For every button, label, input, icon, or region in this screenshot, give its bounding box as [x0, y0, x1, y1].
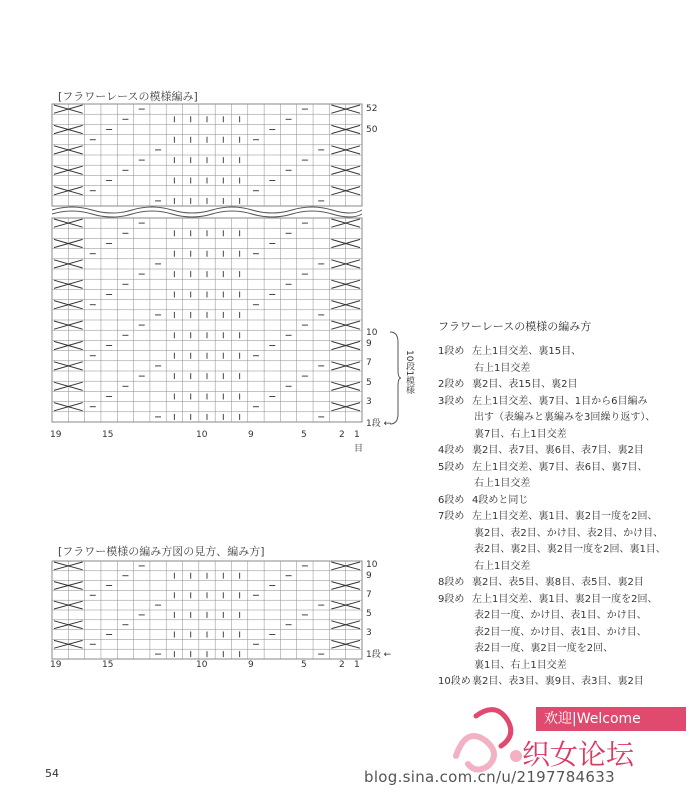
chart1-title: [フラワーレースの模様編み]	[58, 90, 198, 103]
chart1-row-label-1: 1段 ←	[366, 419, 392, 429]
chart1-first-stitch-label: 目	[354, 444, 364, 454]
instruction-line	[438, 493, 688, 510]
instruction-line	[438, 410, 688, 427]
chart1-col-label-19: 19	[50, 430, 62, 440]
chart2-row-label-3: 3	[366, 628, 372, 638]
instruction-line	[438, 460, 688, 477]
chart1-col-label-9: 9	[248, 430, 254, 440]
chart1-col-label-5: 5	[301, 430, 307, 440]
chart2-col-label-15: 15	[102, 660, 114, 670]
instruction-row-label: 9段め	[438, 593, 465, 605]
chart2-col-label-9: 9	[248, 660, 254, 670]
instruction-line	[438, 443, 688, 460]
instruction-line	[438, 542, 688, 559]
instruction-line	[438, 658, 688, 675]
chart1-row-label-9: 9	[366, 339, 372, 349]
chart1-col-label-2: 2	[339, 430, 345, 440]
instruction-text: 左上1目交差、裏1目、裏2目一度を2回、	[472, 511, 658, 522]
instruction-line	[438, 526, 688, 543]
instruction-text: 右上1目交差	[474, 560, 531, 572]
instruction-text: 表2目一度、かけ目、表1目、かけ目、	[474, 610, 647, 621]
instruction-line	[438, 674, 688, 691]
instruction-line	[438, 625, 688, 642]
chart1-row-label-52: 52	[366, 104, 378, 114]
instruction-text: 裏2目、表5目、裏8目、表5目、裏2目	[472, 577, 644, 588]
instruction-row-label: 1段め	[438, 346, 465, 357]
chart2-title: [フラワー模様の編み方図の見方、編み方]	[58, 545, 265, 558]
instruction-text: 裏2目、表15目、裏2目	[472, 379, 578, 390]
page-number: 54	[45, 767, 59, 780]
instruction-text: 右上1目交差	[474, 478, 531, 489]
instruction-text: 出す（表編みと裏編みを3回繰り返す）、	[474, 412, 656, 423]
instruction-line	[438, 344, 688, 361]
chart2-row-label-10: 10	[366, 560, 378, 570]
chart1-row-label-3: 3	[366, 397, 372, 407]
chart2-row-label-1: 1段 ←	[366, 650, 392, 660]
instruction-row-label: 10段め	[438, 676, 471, 687]
instruction-row-label: 4段め	[438, 445, 465, 456]
instruction-line	[438, 509, 688, 526]
watermark-url: blog.sina.com.cn/u/2197784633	[364, 768, 615, 786]
instruction-text: 表2目一度、かけ目、表1目、かけ目、	[474, 626, 647, 638]
chart2-row-label-9: 9	[366, 571, 372, 581]
instruction-text: 左上1目交差、裏7目、1目から6目編み	[472, 395, 648, 407]
instruction-text: 裏2目、表7目、裏6目、表7目、裏2目	[472, 445, 644, 456]
chart1-row-label-10: 10	[366, 328, 378, 338]
chart2-col-label-5: 5	[301, 660, 307, 670]
forum-name: 织女论坛	[522, 738, 635, 771]
chart1-col-label-15: 15	[102, 430, 114, 440]
instruction-text: 左上1目交差、裏1目、裏2目一度を2回、	[472, 593, 658, 605]
instructions-panel	[438, 318, 688, 691]
instruction-text: 4段めと同じ	[472, 494, 529, 506]
instruction-row-label: 8段め	[438, 577, 465, 588]
chart2-col-label-1: 1	[354, 660, 360, 670]
instructions-list	[438, 344, 688, 691]
chart2-col-label-19: 19	[50, 660, 62, 670]
chart2-col-label-10: 10	[196, 660, 208, 670]
chart2-row-label-7: 7	[366, 590, 372, 600]
instruction-text: 裏2目、表2目、かけ目、表2目、かけ目、	[474, 527, 664, 539]
instruction-text: 左上1目交差、裏15目、	[472, 346, 582, 357]
instruction-text: 右上1目交差	[474, 362, 531, 374]
chart1-row-label-5: 5	[366, 378, 372, 388]
instruction-text: 表2目一度、裏2目一度を2回、	[474, 643, 614, 654]
chart2-col-label-2: 2	[339, 660, 345, 670]
repeat-label: 10段1模様	[404, 350, 414, 395]
instruction-line	[438, 641, 688, 658]
instruction-row-label: 3段め	[438, 395, 465, 407]
welcome-badge: 欢迎|Welcome	[536, 707, 686, 731]
instruction-line	[438, 592, 688, 609]
instruction-line	[438, 476, 688, 493]
instruction-row-label: 5段め	[438, 461, 465, 473]
instructions-title: フラワーレースの模様の編み方	[438, 320, 592, 333]
instruction-line	[438, 394, 688, 411]
instruction-line	[438, 361, 688, 378]
instruction-line	[438, 559, 688, 576]
instruction-row-label: 7段め	[438, 511, 465, 522]
chart1-row-label-7: 7	[366, 358, 372, 368]
instruction-text: 表2目、裏2目、裏2目一度を2回、裏1目、	[474, 544, 666, 555]
repeat-bracket	[388, 330, 402, 426]
instruction-text: 左上1目交差、裏7目、表6目、裏7目、	[472, 461, 648, 473]
instruction-text: 裏1目、右上1目交差	[474, 659, 567, 671]
chart2-row-label-5: 5	[366, 609, 372, 619]
instruction-text: 裏2目、表3目、裏9目、表3目、裏2目	[472, 676, 644, 687]
chart1-col-label-10: 10	[196, 430, 208, 440]
chart1-col-label-1: 1	[354, 430, 360, 440]
instruction-text: 裏7目、右上1目交差	[474, 428, 567, 440]
instruction-line	[438, 575, 688, 592]
instruction-row-label: 6段め	[438, 494, 465, 506]
instruction-line	[438, 427, 688, 444]
chart1-row-label-50: 50	[366, 125, 378, 135]
instruction-line	[438, 608, 688, 625]
instruction-row-label: 2段め	[438, 379, 465, 390]
wave-break	[52, 207, 362, 213]
instruction-line	[438, 377, 688, 394]
